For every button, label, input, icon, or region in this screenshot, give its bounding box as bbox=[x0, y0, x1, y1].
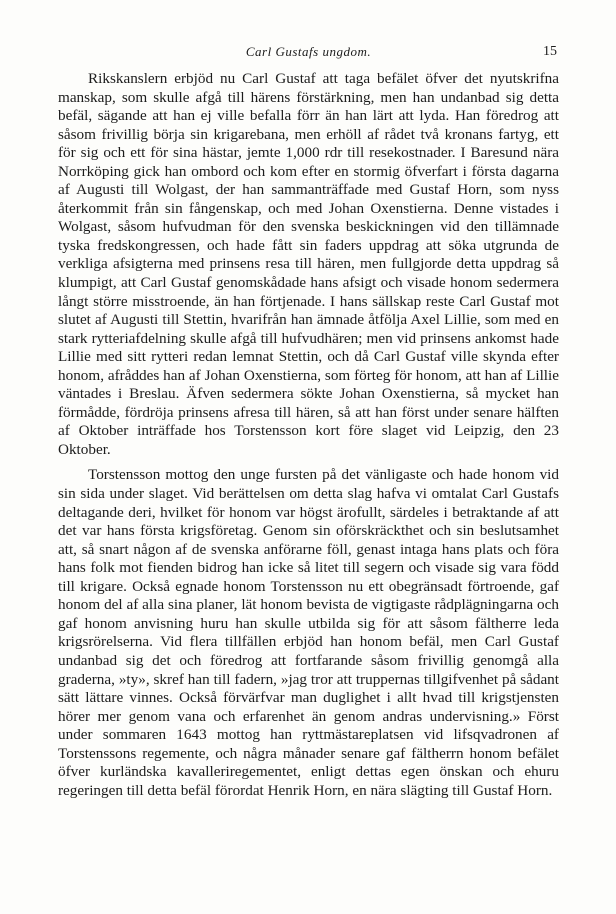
paragraph-2: Torstensson mottog den unge fursten på det vänligaste och hade honom vid sin sida under slaget. Vid berättelsen om detta slag hafva vi omtalat Carl Gustafs deltagande deri, hvilket för honom var högst ärofullt, särdeles i betraktande af att det var hans första krigsföretag. Genom sin oförskräckthet och sin beslutsamhet att, så snart någon af de svenska anförarne föll, genast intaga hans plats och föra hans folk mot fienden bidrog han icke så litet till segern och visade sig vara född till krigare. Också egnade honom Torstensson nu ett obegränsadt förtroende, gaf honom del af alla sina planer, lät honom bevista de vigtigaste rådplägningarna och gaf honom anvisning huru han skulle utbilda sig för att såsom fältherre leda krigsrörelserna. Vid flera tillfällen erbjöd han honom befäl, men Carl Gustaf undanbad sig det och föredrog att fortfarande såsom frivillig genomgå alla graderna, »ty», skref han till fadern, »jag tror att truppernas tillgifvenhet på sådant sätt lättare vinnes. Också förvärfvar man duglighet i allt hvad till krigstjensten hörer mer genom vana och erfarenhet än genom andras undervisning.» Först under sommaren 1643 mottog han ryttmästareplatsen vid lifsqvadronen af Torstenssons regemente, och några månader senare gaf fältherrn honom befälet öfver kurländska kavalleriregementet, enligt dettas egen önskan och ehuru regeringen till detta befäl förordat Henrik Horn, en nära slägting till Gustaf Horn. bbox=[58, 466, 559, 799]
running-head bbox=[58, 44, 559, 64]
book-page bbox=[0, 44, 616, 914]
page-number: 15 bbox=[543, 44, 557, 59]
running-title: Carl Gustafs ungdom. bbox=[245, 44, 372, 59]
body-text bbox=[58, 70, 559, 800]
paragraph-1: Rikskanslern erbjöd nu Carl Gustaf att taga befälet öfver det nyutskrifna manskap, som skulle afgå till härens förstärkning, men han undanbad sig detta befäl, sägande att han ej ville befalla förr än han lärt att lyda. Han föredrog att såsom frivillig börja sin krigarebana, men erhöll af rådet två kronans fartyg, ett för sig och ett för sina hästar, jemte 1,000 rdr till resekostnader. I Baresund nära Norrköping gick han ombord och kom efter en stormig öfverfart i första dagarna af Augusti till Wolgast, der han sammanträffade med Gustaf Horn, som nyss återkommit från sin fångenskap, och med Johan Oxenstierna. Denne vistades i Wolgast, såsom hufvudman för den svenska beskickningen vid den tillämnade tyska fredskongressen, och hade fått sin faders uppdrag att söka utgrunda de verkliga afsigterna med prinsens resa till hären, men fullgjorde detta uppdrag så klumpigt, att Carl Gustaf genomskådade hans afsigt och visade honom sedermera långt större misstroende, än han förtjenade. I hans sällskap reste Carl Gustaf mot slutet af Augusti till Stettin, hvarifrån han ämnade åtfölja Axel Lillie, som med en stark rytteriafdelning skulle afgå till hufvudhären; men vid prinsens ankomst hade Lillie med sitt rytteri redan lemnat Stettin, och då Carl Gustaf ville skynda efter honom, afråddes han af Johan Oxenstierna, som förteg för honom, att han af Lillie väntades i Breslau. Äfven sedermera sökte Johan Oxenstierna, så mycket han förmådde, fördröja prinsens afresa till hären, så att han först under senare hälften af Oktober inträffade hos Torstensson kort före slaget vid Leipzig, den 23 Oktober. bbox=[58, 70, 559, 458]
